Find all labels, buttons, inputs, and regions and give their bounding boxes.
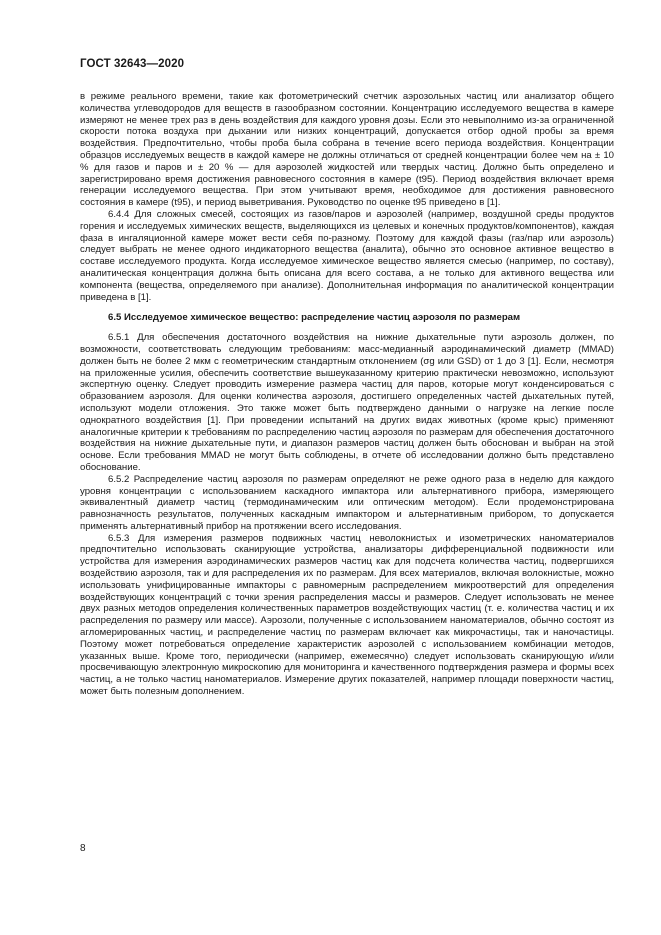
paragraph-6-4-4: 6.4.4 Для сложных смесей, состоящих из газов/паров и аэрозолей (например, воздушной среды продуктов горения и исследуемых химических веществ, выделяющихся из целевых и конечных продуктов/компонентов), каждая фаза в ингаляционной камере может вести себя по-разному. Поэтому для каждой фазы (газ/пар или аэрозоль) следует выбрать не менее одного индикаторного вещества (аналита), обычно это основное активное вещество в составе исследуемого продукта. Когда исследуемое химическое вещество является смесью (например, по составу), аналитическая концентрация должна быть описана для всего состава, а не только для активного вещества или компонента (вещества, определяемого при анализе). Дополнительная информация по аналитической концентрации приведена в [1]. (80, 208, 614, 303)
paragraph-continuation: в режиме реального времени, такие как фотометрический счетчик аэрозольных частиц или анализатор общего количества углеводородов для веществ в газообразном состоянии. Концентрацию исследуемого вещества в камере измеряют не менее трех раз в день воздействия для каждого уровня дозы. Если это невыполнимо из-за ограниченной скорости потока воздуха при дыхании или низких концентраций, допускается отбор одной пробы за время воздействия. Предпочтительно, чтобы проба была собрана в течение всего периода воздействия. Концентрации образцов исследуемых веществ в каждой камере не должны отличаться от средней концентрации более чем на ± 10 % для газов и паров и ± 20 % — для аэрозолей жидкостей или твердых частиц. Должно быть определено и зарегистрировано время достижения равновесного состояния в камере (t95). Период воздействия включает время генерации исследуемого вещества. При этом учитывают время, необходимое для достижения равновесного состояния в камере (t95), и период выветривания. Руководство по оценке t95 приведено в [1]. (80, 91, 614, 209)
paragraph-6-5-1: 6.5.1 Для обеспечения достаточного воздействия на нижние дыхательные пути аэрозоль должен, по возможности, соответствовать следующим требованиям: масс-медианный аэродинамический диаметр (ММAD) должен быть не более 2 мкм с геометрическим стандартным отклонением (σg или GSD) от 1 до 3 [1]. Если, несмотря на приложенные усилия, обеспечить соответствие вышеуказанному критерию практически невозможно, используют экспертную оценку. Следует проводить измерение размера частиц для паров, которые могут конденсироваться с образованием аэрозоля. Для оценки количества аэрозоля, достигшего определенных частей дыхательных путей, используют модели отложения. Это также может быть подтверждено данными о нагрузке на легкие после однократного воздействия [1]. При проведении испытаний на других видах животных (кроме крыс) применяют аналогичные критерии к требованиям по распределению частиц аэрозоля по размерам для обеспечения достаточного воздействия на нижние дыхательные пути, и диапазон размеров частиц должен быть обоснован и выбран на этой основе. Если требования MMAD не могут быть соблюдены, в отчете об исследовании должно быть представлено обоснование. (80, 332, 614, 473)
page-number: 8 (80, 843, 86, 854)
section-heading-6-5: 6.5 Исследуемое химическое вещество: распределение частиц аэрозоля по размерам (108, 312, 521, 324)
paragraph-6-5-3: 6.5.3 Для измерения размеров подвижных частиц неволокнистых и изометрических наноматериалов предпочтительно использовать сканирующие устройства, анализаторы дифференциальной подвижности или устройства для измерения аэродинамических размеров частиц как для подсчета количества частиц, подвергшихся воздействию аэрозоля, так и для распределения их по размерам. Для всех материалов, включая волокнистые, можно использовать унифицированные импакторы с равномерным распределением микроотверстий для определения воздействующих концентраций с точки зрения распределения массы и размеров. Следует использовать не менее двух разных методов определения количественных параметров воздействующих частиц (т. е. количества частиц и их распределения по размеру или массе). Аэрозоли, полученные с использованием наноматериалов, обычно состоят из агломерированных частиц, и распределение частиц по размерам включает как микрочастицы, так и наночастицы. Поэтому может потребоваться определение характеристик аэрозолей с использованием комбинации методов, указанных выше. Кроме того, периодически (например, ежемесячно) следует использовать сканирующую и/или просвечивающую электронную микроскопию для мониторинга и качественного подтверждения размера и формы всех частиц, а не только частиц наноматериалов. Измерение других показателей, например площади поверхности частиц, может быть полезным дополнением. (80, 532, 614, 698)
paragraph-6-5-2: 6.5.2 Распределение частиц аэрозоля по размерам определяют не реже одного раза в неделю для каждого уровня концентрации с использованием каскадного импактора или альтернативного прибора, измеряющего эквивалентный диаметр частиц (термодинамическим или оптическим методом). Если продемонстрирована равнозначность результатов, полученных каскадным импактором и альтернативным прибором, то допускается применять альтернативный прибор на протяжении всего исследования. (80, 473, 614, 532)
page-body (80, 91, 614, 698)
page-header: ГОСТ 32643—2020 (80, 58, 185, 70)
